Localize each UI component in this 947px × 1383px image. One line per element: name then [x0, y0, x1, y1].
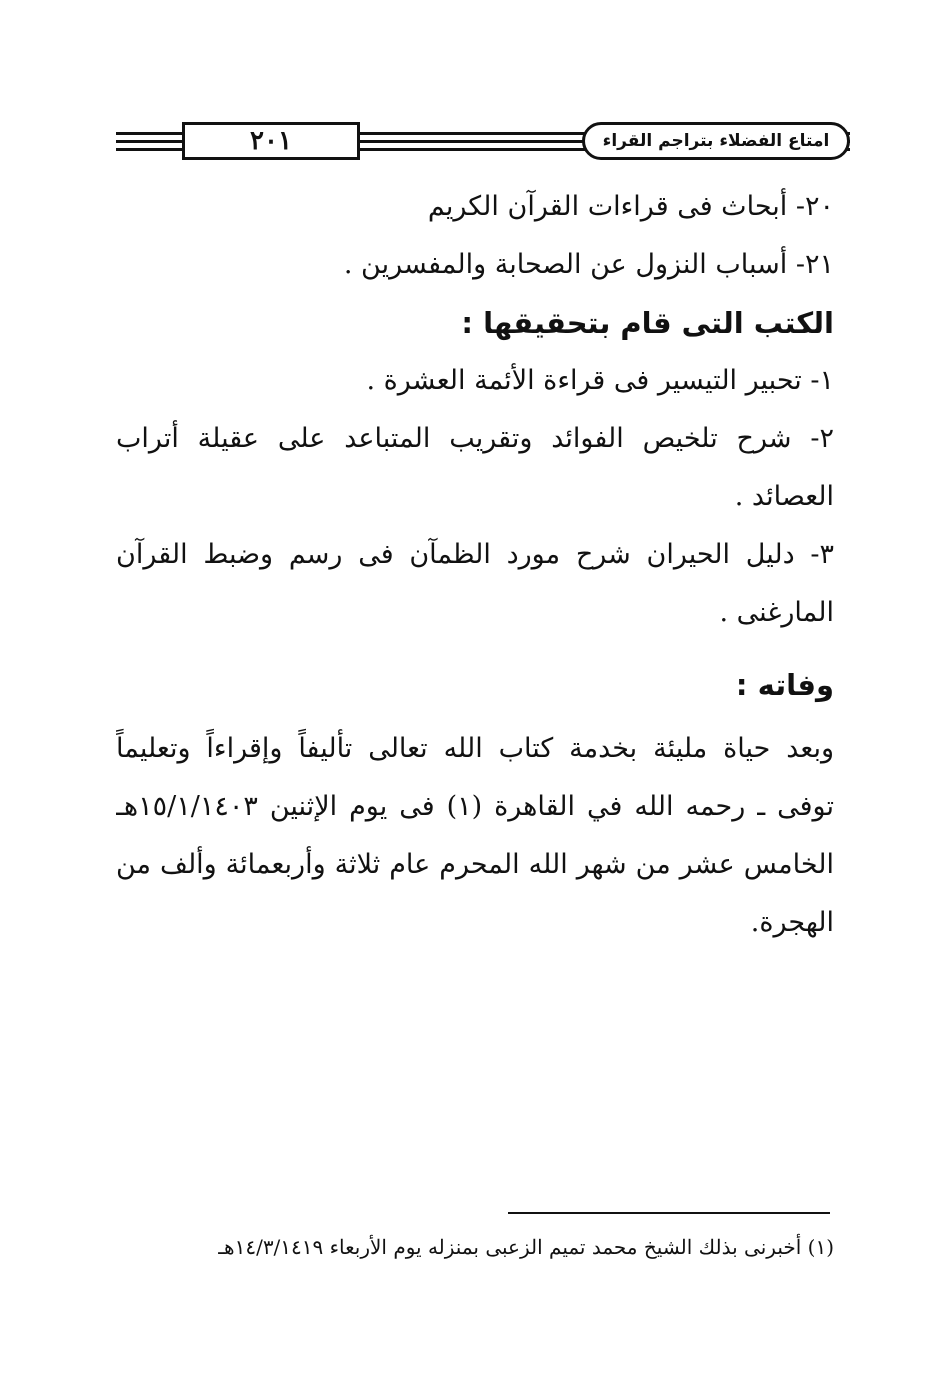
death-paragraph-line-2: توفى ـ رحمه الله في القاهرة (١) فى يوم الإثنين ١٥/١/١٤٠٣هـ — [116, 791, 834, 822]
page-body — [116, 178, 834, 952]
edited-book-3-line-2: المارغنى . — [719, 597, 834, 628]
death-paragraph-line-3: الخامس عشر من شهر الله المحرم عام ثلاثة وأربعمائة وألف من — [116, 849, 834, 880]
page-header — [116, 120, 850, 164]
edited-book-2-line-1: ٢- شرح تلخيص الفوائد وتقريب المتباعد على عقيلة أتراب — [116, 423, 834, 454]
page-number-box — [182, 122, 360, 160]
list-item-21: ٢١- أسباب النزول عن الصحابة والمفسرين . — [343, 249, 834, 280]
edited-book-3-line-1: ٣- دليل الحيران شرح مورد الظمآن فى رسم وضبط القرآن — [116, 539, 834, 570]
footnote-divider — [508, 1212, 830, 1214]
edited-book-2-line-2: العصائد . — [734, 481, 834, 512]
edited-books-heading: الكتب التى قام بتحقيقها : — [461, 306, 834, 340]
footnote: (١) أخبرنى بذلك الشيخ محمد تميم الزعبى بمنزله يوم الأربعاء ١٤/٣/١٤١٩هـ — [218, 1235, 834, 1259]
running-title: امتاع الفضلاء بتراجم القراء — [582, 122, 850, 160]
edited-book-1: ١- تحبير التيسير فى قراءة الأئمة العشرة . — [366, 365, 834, 396]
list-item-20: ٢٠- أبحاث فى قراءات القرآن الكريم — [427, 191, 834, 222]
death-paragraph-line-4: الهجرة. — [750, 907, 834, 938]
page-number: ٢٠١ — [250, 126, 292, 156]
death-heading: وفاته : — [735, 668, 834, 702]
death-paragraph-line-1: وبعد حياة مليئة بخدمة كتاب الله تعالى تأليفاً وإقراءاً وتعليماً — [116, 733, 834, 764]
